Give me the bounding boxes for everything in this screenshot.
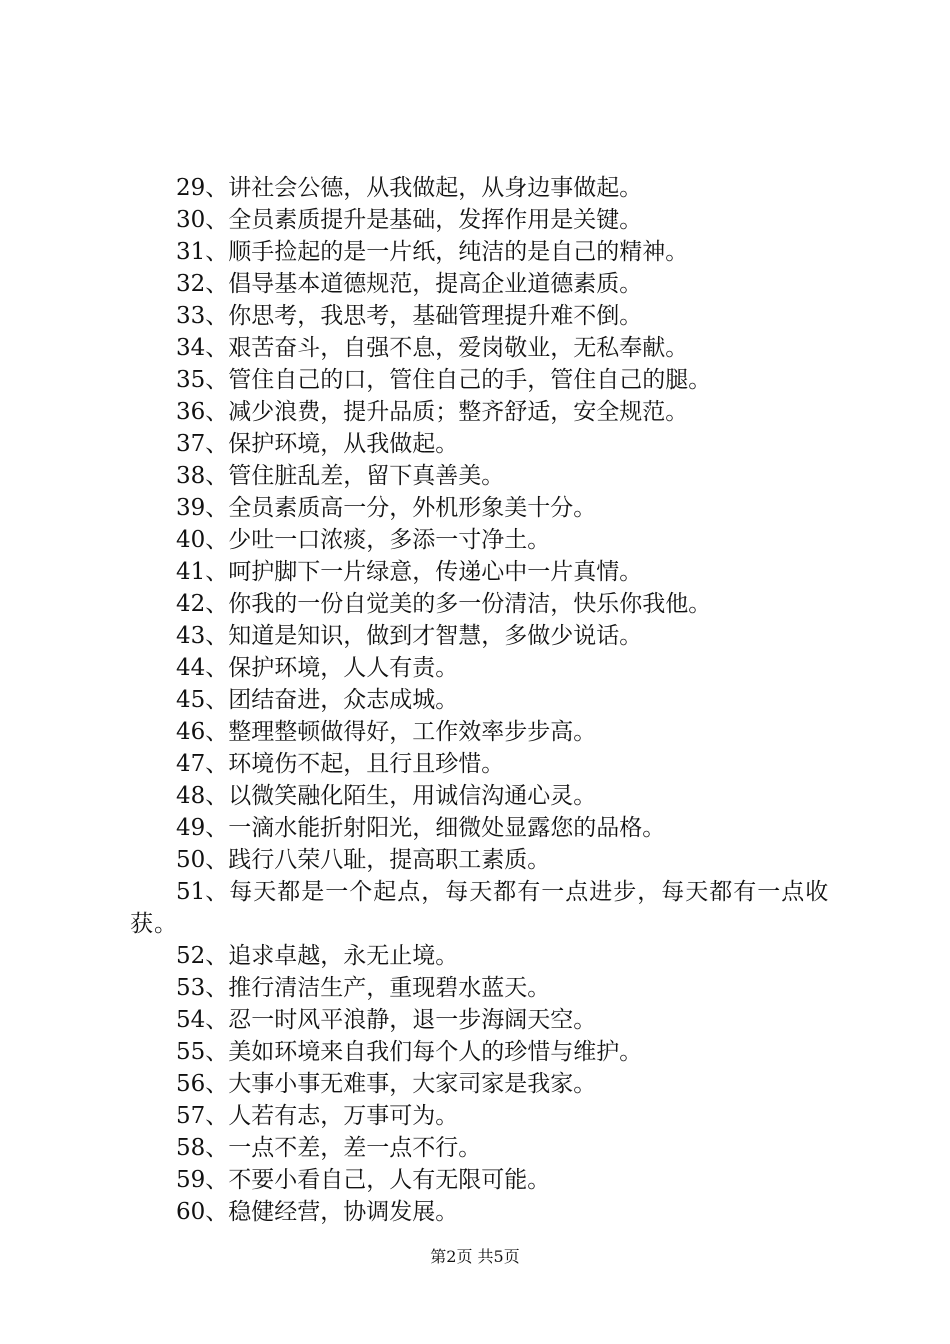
item-text: 、团结奋进，众志成城。 bbox=[205, 687, 459, 713]
list-item bbox=[130, 524, 830, 556]
list-item bbox=[130, 364, 830, 396]
item-number: 36 bbox=[176, 399, 206, 425]
list-item bbox=[130, 1036, 830, 1068]
item-number: 52 bbox=[176, 943, 206, 969]
list-item bbox=[130, 460, 830, 492]
list-item bbox=[130, 204, 830, 236]
item-text: 、每天都是一个起点，每天都有一点进步，每天都有一点收获。 bbox=[130, 879, 830, 937]
item-text: 、管住自己的口，管住自己的手，管住自己的腿。 bbox=[205, 367, 712, 393]
item-number: 38 bbox=[176, 463, 206, 489]
item-number: 59 bbox=[176, 1167, 206, 1193]
list-item bbox=[130, 652, 830, 684]
item-number: 40 bbox=[176, 527, 206, 553]
item-text: 、知道是知识，做到才智慧，多做少说话。 bbox=[205, 623, 643, 649]
item-text: 、推行清洁生产，重现碧水蓝天。 bbox=[205, 975, 551, 1001]
item-text: 、以微笑融化陌生，用诚信沟通心灵。 bbox=[205, 783, 597, 809]
list-item bbox=[130, 748, 830, 780]
list-item bbox=[130, 620, 830, 652]
list-item bbox=[130, 556, 830, 588]
list-item bbox=[130, 396, 830, 428]
list-item bbox=[130, 588, 830, 620]
item-number: 41 bbox=[176, 559, 206, 585]
item-text: 、一滴水能折射阳光，细微处显露您的品格。 bbox=[205, 815, 666, 841]
item-text: 、呵护脚下一片绿意，传递心中一片真情。 bbox=[205, 559, 643, 585]
list-item bbox=[130, 1164, 830, 1196]
item-text: 、大事小事无难事，大家司家是我家。 bbox=[205, 1071, 597, 1097]
item-number: 55 bbox=[176, 1039, 206, 1065]
item-number: 49 bbox=[176, 815, 206, 841]
list-item bbox=[130, 876, 830, 940]
item-text: 、人若有志，万事可为。 bbox=[205, 1103, 459, 1129]
item-number: 51 bbox=[176, 879, 206, 905]
item-text: 、全员素质高一分，外机形象美十分。 bbox=[205, 495, 597, 521]
item-number: 47 bbox=[176, 751, 206, 777]
item-text: 、忍一时风平浪静，退一步海阔天空。 bbox=[205, 1007, 597, 1033]
item-text: 、顺手捡起的是一片纸，纯洁的是自己的精神。 bbox=[205, 239, 689, 265]
item-number: 46 bbox=[176, 719, 206, 745]
list-item bbox=[130, 1100, 830, 1132]
list-item bbox=[130, 1004, 830, 1036]
list-item bbox=[130, 300, 830, 332]
list-item bbox=[130, 332, 830, 364]
item-number: 48 bbox=[176, 783, 206, 809]
item-text: 、减少浪费，提升品质；整齐舒适，安全规范。 bbox=[205, 399, 689, 425]
item-number: 54 bbox=[176, 1007, 206, 1033]
item-number: 39 bbox=[176, 495, 206, 521]
item-text: 、你我的一份自觉美的多一份清洁，快乐你我他。 bbox=[205, 591, 712, 617]
list-item bbox=[130, 844, 830, 876]
item-text: 、一点不差，差一点不行。 bbox=[205, 1135, 482, 1161]
item-number: 57 bbox=[176, 1103, 206, 1129]
item-number: 34 bbox=[176, 335, 206, 361]
item-number: 33 bbox=[176, 303, 206, 329]
item-text: 、不要小看自己，人有无限可能。 bbox=[205, 1167, 551, 1193]
item-number: 43 bbox=[176, 623, 206, 649]
item-number: 56 bbox=[176, 1071, 206, 1097]
item-text: 、稳健经营，协调发展。 bbox=[205, 1199, 459, 1225]
list-item bbox=[130, 716, 830, 748]
list-item bbox=[130, 172, 830, 204]
item-number: 44 bbox=[176, 655, 206, 681]
item-number: 53 bbox=[176, 975, 206, 1001]
item-number: 60 bbox=[176, 1199, 206, 1225]
list-item bbox=[130, 1196, 830, 1228]
item-text: 、整理整顿做得好，工作效率步步高。 bbox=[205, 719, 597, 745]
list-item bbox=[130, 492, 830, 524]
item-number: 31 bbox=[176, 239, 206, 265]
list-item bbox=[130, 972, 830, 1004]
item-number: 37 bbox=[176, 431, 206, 457]
page-footer: 第2页 共5页 bbox=[430, 1247, 520, 1266]
list-item bbox=[130, 428, 830, 460]
item-text: 、倡导基本道德规范，提高企业道德素质。 bbox=[205, 271, 643, 297]
item-text: 、少吐一口浓痰，多添一寸净土。 bbox=[205, 527, 551, 553]
item-text: 、艰苦奋斗，自强不息，爱岗敬业，无私奉献。 bbox=[205, 335, 689, 361]
list-item bbox=[130, 684, 830, 716]
item-number: 30 bbox=[176, 207, 206, 233]
item-number: 50 bbox=[176, 847, 206, 873]
item-number: 29 bbox=[176, 175, 206, 201]
item-text: 、保护环境，从我做起。 bbox=[205, 431, 459, 457]
item-number: 58 bbox=[176, 1135, 206, 1161]
list-item bbox=[130, 780, 830, 812]
item-text: 、美如环境来自我们每个人的珍惜与维护。 bbox=[205, 1039, 643, 1065]
item-text: 、环境伤不起，且行且珍惜。 bbox=[205, 751, 505, 777]
list-item bbox=[130, 1132, 830, 1164]
item-number: 35 bbox=[176, 367, 206, 393]
list-item bbox=[130, 268, 830, 300]
list-item bbox=[130, 236, 830, 268]
list-item bbox=[130, 940, 830, 972]
slogan-list bbox=[130, 172, 830, 1228]
item-text: 、全员素质提升是基础，发挥作用是关键。 bbox=[205, 207, 643, 233]
item-text: 、追求卓越，永无止境。 bbox=[205, 943, 459, 969]
item-number: 45 bbox=[176, 687, 206, 713]
item-text: 、保护环境，人人有责。 bbox=[205, 655, 459, 681]
list-item bbox=[130, 812, 830, 844]
item-text: 、管住脏乱差，留下真善美。 bbox=[205, 463, 505, 489]
item-text: 、讲社会公德，从我做起，从身边事做起。 bbox=[205, 175, 643, 201]
item-text: 、你思考，我思考，基础管理提升难不倒。 bbox=[205, 303, 643, 329]
list-item bbox=[130, 1068, 830, 1100]
item-text: 、践行八荣八耻，提高职工素质。 bbox=[205, 847, 551, 873]
item-number: 42 bbox=[176, 591, 206, 617]
item-number: 32 bbox=[176, 271, 206, 297]
